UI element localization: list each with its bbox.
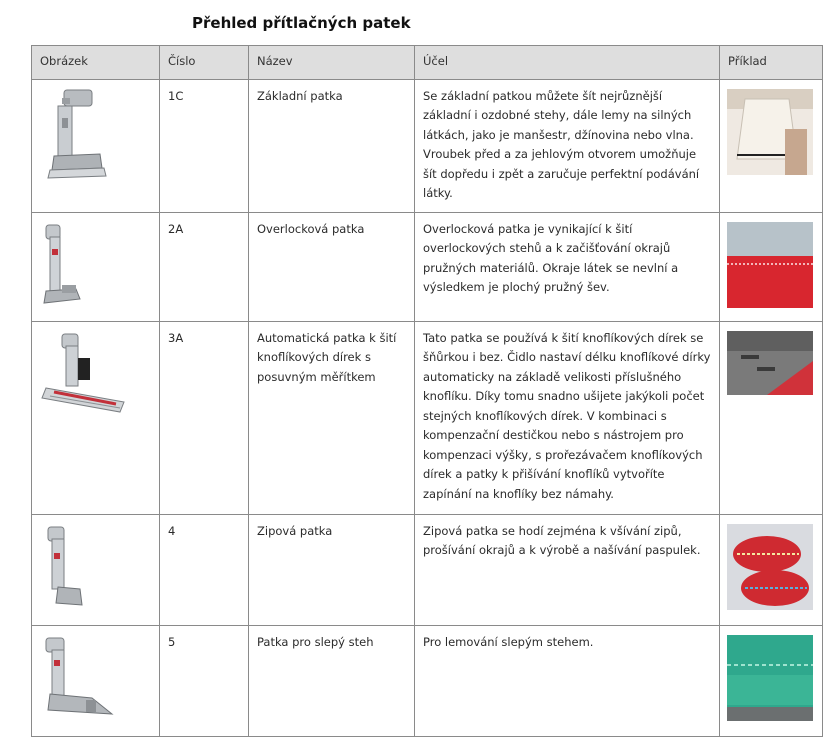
example-cell	[720, 79, 823, 212]
presser-foot-3a-icon	[40, 330, 135, 420]
column-header-example: Příklad	[720, 46, 823, 80]
foot-number: 3A	[160, 321, 249, 514]
foot-number: 5	[160, 625, 249, 736]
foot-number: 2A	[160, 212, 249, 321]
example-photo-skirt	[727, 89, 813, 175]
presser-foot-1c-icon	[40, 88, 110, 188]
column-header-number: Číslo	[160, 46, 249, 80]
presser-foot-image-cell	[32, 212, 160, 321]
example-photo-buttonhole	[727, 331, 813, 395]
foot-name: Základní patka	[249, 79, 415, 212]
example-photo-overlock	[727, 222, 813, 308]
column-header-image: Obrázek	[32, 46, 160, 80]
presser-foot-image-cell	[32, 79, 160, 212]
presser-foot-5-icon	[40, 634, 125, 724]
column-header-name: Název	[249, 46, 415, 80]
example-cell	[720, 321, 823, 514]
column-header-purpose: Účel	[415, 46, 720, 80]
table-row	[32, 514, 823, 625]
presser-foot-image-cell	[32, 514, 160, 625]
presser-feet-table	[31, 45, 823, 737]
presser-foot-image-cell	[32, 625, 160, 736]
foot-number: 1C	[160, 79, 249, 212]
table-row	[32, 625, 823, 736]
foot-name: Overlocková patka	[249, 212, 415, 321]
table-row	[32, 212, 823, 321]
example-photo-blind-hem	[727, 635, 813, 721]
foot-name: Patka pro slepý steh	[249, 625, 415, 736]
foot-purpose: Zipová patka se hodí zejména k všívání zipů, prošívání okrajů a k výrobě a našívání paspulek.	[415, 514, 720, 625]
table-row	[32, 321, 823, 514]
foot-number: 4	[160, 514, 249, 625]
foot-purpose: Tato patka se používá k šití knoflíkových dírek se šňůrkou i bez. Čidlo nastaví délku knoflíkové dírky automaticky na základě velikosti příslušného knoflíku. Díky tomu snadno ušijete jakýkoli počet stejných knoflíkových dírek. V kombinaci s kompenzační destičkou nebo s nástrojem pro kompenzaci výšky, s prořezávačem knoflíkových dírek a patky k přišívání knoflíků vytvoříte zapínání na knoflíky bez námahy.	[415, 321, 720, 514]
table-header-row	[32, 46, 823, 80]
presser-foot-4-icon	[40, 523, 100, 613]
foot-purpose: Pro lemování slepým stehem.	[415, 625, 720, 736]
foot-name: Automatická patka k šití knoflíkových dírek s posuvným měřítkem	[249, 321, 415, 514]
presser-foot-2a-icon	[40, 221, 100, 311]
example-cell	[720, 212, 823, 321]
foot-purpose: Se základní patkou můžete šít nejrůznější základní i ozdobné stehy, dále lemy na silných látkách, jako je manšestr, džínovina nebo vlna. Vroubek před a za jehlovým otvorem umožňuje šít dopředu i zpět a zaručuje perfektní podávání látky.	[415, 79, 720, 212]
foot-name: Zipová patka	[249, 514, 415, 625]
example-cell	[720, 625, 823, 736]
page-title: Přehled přítlačných patek	[192, 14, 411, 32]
foot-purpose: Overlocková patka je vynikající k šití overlockových stehů a k začišťování okrajů pružných materiálů. Okraje látek se nevlní a výsledkem je plochý pružný šev.	[415, 212, 720, 321]
presser-foot-image-cell	[32, 321, 160, 514]
table-row	[32, 79, 823, 212]
example-cell	[720, 514, 823, 625]
example-photo-zipper	[727, 524, 813, 610]
